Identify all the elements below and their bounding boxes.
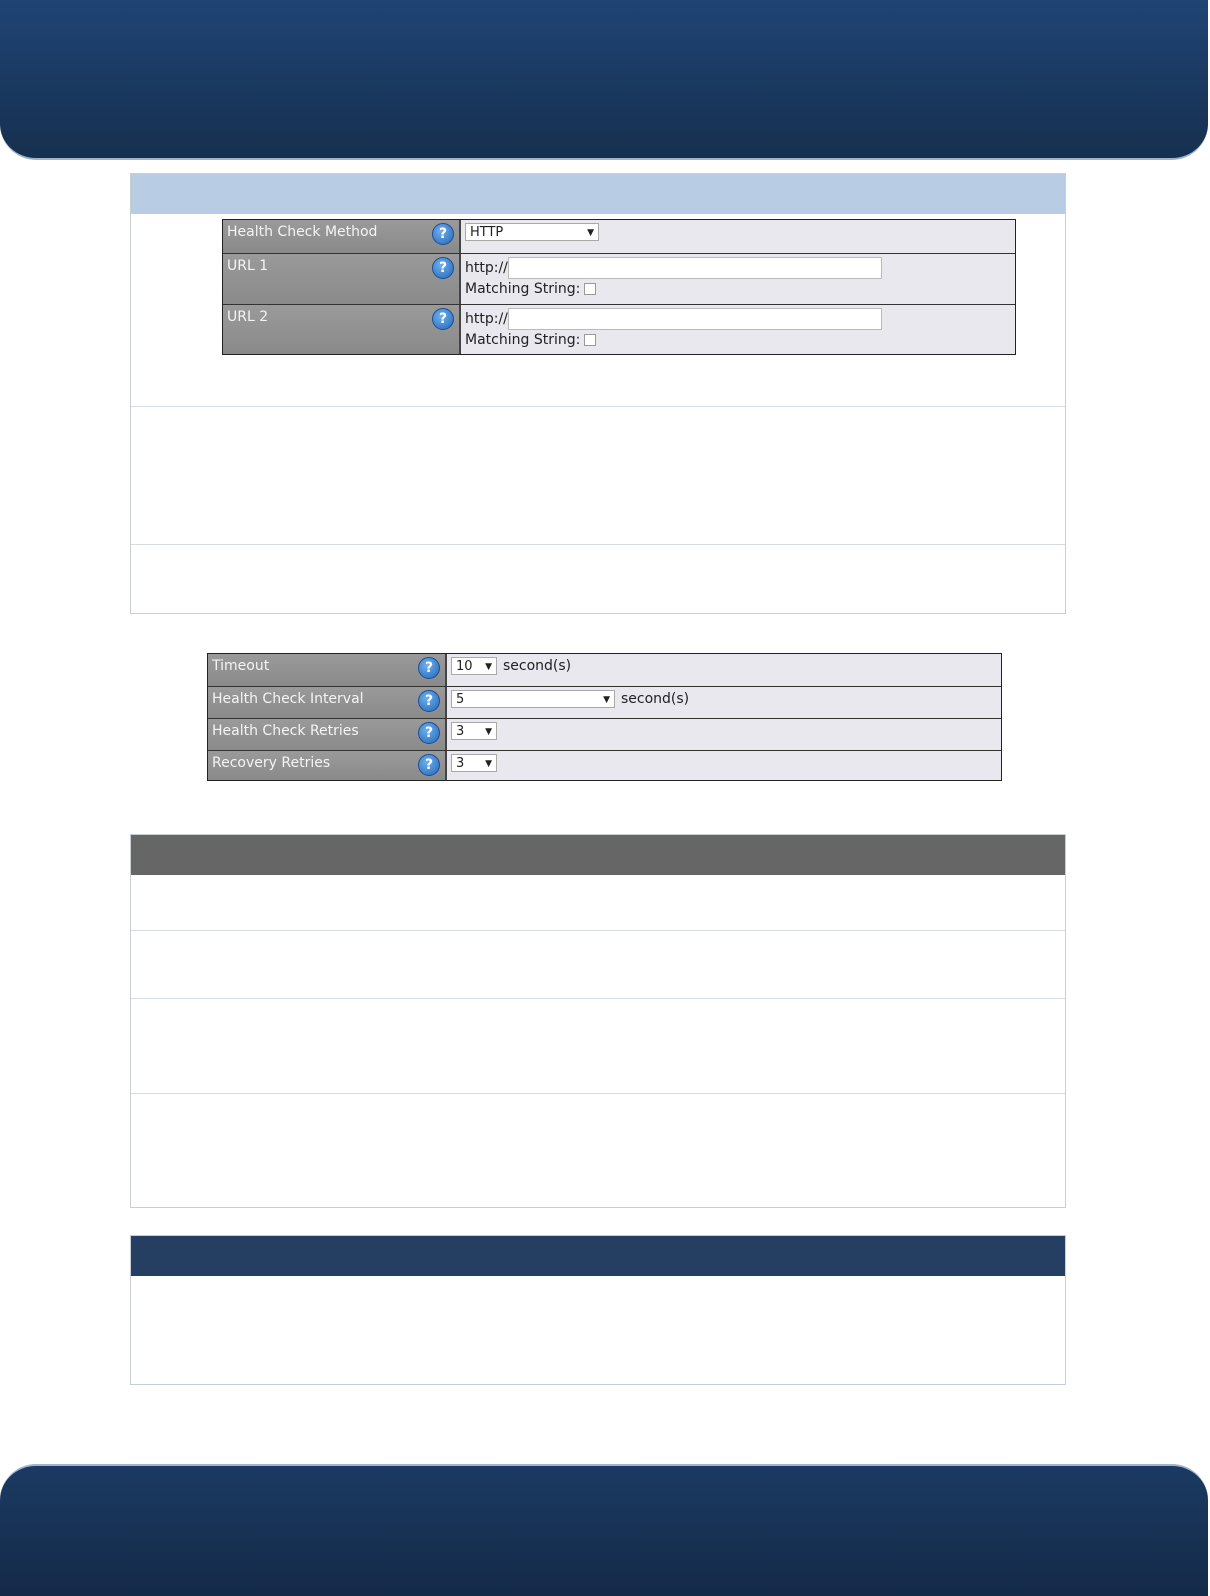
label-text: Health Check Method bbox=[227, 224, 378, 240]
form-row-url1 bbox=[223, 253, 1015, 304]
help-icon[interactable]: ? bbox=[418, 657, 440, 679]
help-icon[interactable]: ? bbox=[432, 257, 454, 279]
label-text: URL 2 bbox=[227, 309, 269, 325]
form-label bbox=[223, 305, 461, 354]
panel-row bbox=[131, 998, 1065, 1093]
matching-string-checkbox[interactable] bbox=[584, 283, 596, 295]
panel-row bbox=[131, 406, 1065, 544]
unit-label: second(s) bbox=[621, 691, 690, 707]
matching-string-label: Matching String: bbox=[465, 281, 581, 297]
label-text: Recovery Retries bbox=[212, 755, 331, 771]
panel-header bbox=[131, 835, 1065, 875]
interval-select[interactable] bbox=[451, 690, 615, 708]
dropdown-arrow-icon: ▼ bbox=[603, 695, 610, 705]
panel-row bbox=[131, 930, 1065, 998]
form-row-recovery bbox=[208, 750, 1001, 780]
label-text: URL 1 bbox=[227, 258, 269, 274]
form-value bbox=[447, 687, 1001, 718]
help-icon[interactable]: ? bbox=[432, 308, 454, 330]
form-label bbox=[208, 751, 447, 780]
form-value bbox=[447, 654, 1001, 686]
top-banner bbox=[0, 0, 1208, 160]
select-value: 10 bbox=[456, 659, 473, 674]
help-icon[interactable]: ? bbox=[418, 722, 440, 744]
label-text: Health Check Interval bbox=[212, 691, 364, 707]
url2-input[interactable] bbox=[508, 308, 882, 330]
retries-select[interactable] bbox=[451, 722, 497, 740]
form-row-method bbox=[223, 220, 1015, 253]
form-value bbox=[461, 254, 1015, 304]
select-value: 3 bbox=[456, 756, 465, 771]
form-label bbox=[223, 254, 461, 304]
panel-header bbox=[131, 174, 1065, 214]
form-row-url2 bbox=[223, 304, 1015, 354]
matching-string-label: Matching String: bbox=[465, 332, 581, 348]
form-label bbox=[208, 654, 447, 686]
panel-row bbox=[131, 875, 1065, 930]
tip-panel bbox=[130, 1235, 1066, 1385]
form-value bbox=[447, 719, 1001, 750]
unit-label: second(s) bbox=[503, 658, 572, 674]
form-value bbox=[447, 751, 1001, 780]
form-label bbox=[223, 220, 461, 253]
help-icon[interactable]: ? bbox=[418, 754, 440, 776]
label-text: Health Check Retries bbox=[212, 723, 359, 739]
dropdown-arrow-icon: ▼ bbox=[485, 759, 492, 769]
dropdown-arrow-icon: ▼ bbox=[485, 727, 492, 737]
help-icon[interactable]: ? bbox=[432, 223, 454, 245]
form-value bbox=[461, 305, 1015, 354]
bottom-banner bbox=[0, 1464, 1208, 1596]
form-value bbox=[461, 220, 1015, 253]
health-check-method-select[interactable] bbox=[465, 223, 599, 241]
timeout-select[interactable] bbox=[451, 657, 497, 675]
form-label bbox=[208, 687, 447, 718]
url1-input[interactable] bbox=[508, 257, 882, 279]
select-value: 5 bbox=[456, 692, 465, 707]
select-value: 3 bbox=[456, 724, 465, 739]
form-row-retries bbox=[208, 718, 1001, 750]
url-prefix: http:// bbox=[465, 260, 508, 276]
url-prefix: http:// bbox=[465, 311, 508, 327]
form-label bbox=[208, 719, 447, 750]
recovery-retries-select[interactable] bbox=[451, 754, 497, 772]
form-row-timeout bbox=[208, 654, 1001, 686]
dropdown-arrow-icon: ▼ bbox=[485, 662, 492, 672]
panel-row bbox=[131, 1093, 1065, 1207]
matching-string-checkbox[interactable] bbox=[584, 334, 596, 346]
help-icon[interactable]: ? bbox=[418, 690, 440, 712]
dropdown-arrow-icon: ▼ bbox=[587, 228, 594, 238]
label-text: Timeout bbox=[212, 658, 270, 674]
health-check-settings-form bbox=[207, 653, 1002, 781]
form-row-interval bbox=[208, 686, 1001, 718]
panel-header bbox=[131, 1236, 1065, 1276]
panel-row bbox=[131, 544, 1065, 613]
select-value: HTTP bbox=[470, 225, 504, 240]
settings-panel bbox=[130, 834, 1066, 1208]
health-check-form bbox=[222, 219, 1016, 355]
